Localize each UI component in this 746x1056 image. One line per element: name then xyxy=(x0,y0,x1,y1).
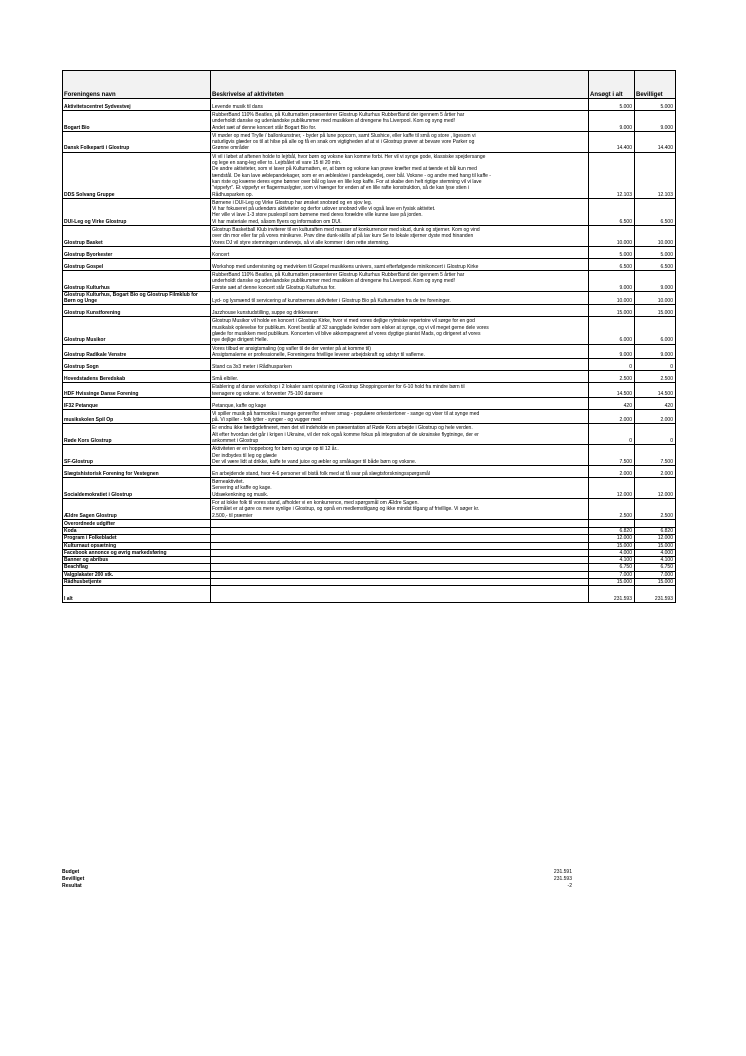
granted-amount: 10.000 xyxy=(635,226,676,247)
applied-amount: 15.000 xyxy=(589,305,635,317)
table-row xyxy=(63,291,676,305)
granted-amount: 14.500 xyxy=(635,383,676,398)
granted-amount: 5.000 xyxy=(635,246,676,258)
activity-description xyxy=(211,383,589,398)
table-row xyxy=(63,152,676,198)
table-row xyxy=(63,424,676,445)
table-row xyxy=(63,371,676,383)
description-line: Vi har fokuseret på udendørs aktiviteter og derfor udover snobrød ville vi også lave en fysisk aktivitet. xyxy=(212,206,436,213)
granted-amount: 10.000 xyxy=(635,291,676,305)
applied-amount: 2.000 xyxy=(589,409,635,424)
description-line: "vippefyr". Et vippefyr er flagermuslygter, som vi hænger for enden af en lille rafte konstruktion, så de kan lyse stien i xyxy=(212,185,470,192)
description-line: De andre aktiviteter, som vi laver på Kulturnatten, er, at børn og voksne kan prøve kræfter med at tænde et bål kun med xyxy=(212,166,477,173)
table-row xyxy=(63,305,676,317)
overhead-applied: 4.000 xyxy=(589,549,635,556)
empty-cell xyxy=(211,535,589,542)
summary-result-label: Resultat xyxy=(62,882,82,889)
applied-amount: 9.000 xyxy=(589,270,635,291)
table-row xyxy=(63,226,676,247)
association-name: Slægtshistorisk Forening for Vestegnen xyxy=(63,466,211,478)
header-applied-total: Ansøgt i alt xyxy=(589,71,635,99)
applied-amount: 12.000 xyxy=(589,478,635,499)
description-line: Workshop med undervisning og medvirken til Gospel musikkens univers, samt efterfølgende minikoncert i Glostrup Kirke xyxy=(212,263,479,270)
activity-description xyxy=(211,226,589,247)
granted-amount: 2.500 xyxy=(635,499,676,520)
overhead-item-name: Rådhusbetjente xyxy=(63,579,211,586)
description-line: Stand ca 3x3 meter i Rådhusparken xyxy=(212,363,292,370)
overhead-item-name: Koda xyxy=(63,527,211,534)
summary-budget-row xyxy=(62,869,572,876)
activity-description xyxy=(211,359,589,371)
activity-description xyxy=(211,344,589,359)
granted-amount: 12.103 xyxy=(635,152,676,198)
description-line: En arbejdende stand, hvor 4-6 personer vil bistå folk med at få svar på slægtsforskningsspørgsmål xyxy=(212,470,430,477)
description-line: Vi spiller musik på harmonika i mange genrer/for enhver smag - populære orkestertoner - sange og viser til at synge med xyxy=(212,410,480,417)
description-line: Petanque, kaffe og kage xyxy=(212,402,267,409)
overhead-item-name: Kulturnaut opsætning xyxy=(63,542,211,549)
table-row xyxy=(63,270,676,291)
applied-amount: 0 xyxy=(589,424,635,445)
association-name: Glostrup Basket xyxy=(63,226,211,247)
description-line: teenagere og voksne. vi forventer 75-100 dansere xyxy=(212,390,323,397)
applied-amount: 9.000 xyxy=(589,344,635,359)
applied-amount: 5.000 xyxy=(589,99,635,111)
activity-description xyxy=(211,99,589,111)
description-line: Børneaktivitet. xyxy=(212,479,244,486)
summary-budget-label: Budget xyxy=(62,869,80,875)
table-row xyxy=(63,198,676,225)
overhead-row xyxy=(63,557,676,564)
granted-amount: 2.000 xyxy=(635,466,676,478)
overhead-granted: 7.000 xyxy=(635,571,676,578)
description-line: Vores DJ vil styre stemningen undervejs, så vi alle kommer i den rette stemning. xyxy=(212,239,390,246)
association-name: HDF Hvissinge Danse Forening xyxy=(63,383,211,398)
total-applied: 231.593 xyxy=(589,586,635,603)
applied-amount: 0 xyxy=(589,359,635,371)
association-name: Hovedstadens Beredskab xyxy=(63,371,211,383)
activity-description xyxy=(211,291,589,305)
overhead-applied: 4.100 xyxy=(589,557,635,564)
description-line: Etablering af danse workshop i 2 lokaler samt opvisning i Glostrup Shoppingcenter for 6-10 hold fra mindre børn til xyxy=(212,384,465,391)
applied-amount: 10.000 xyxy=(589,291,635,305)
granted-amount: 6.500 xyxy=(635,258,676,270)
overhead-row xyxy=(63,542,676,549)
overhead-granted: 4.000 xyxy=(635,549,676,556)
granted-amount: 9.000 xyxy=(635,344,676,359)
overhead-row xyxy=(63,579,676,586)
description-line: 2.500,- til præmier xyxy=(212,512,253,519)
empty-cell xyxy=(589,519,635,527)
description-line: Aktiviteten er en hoppeborg for børn og unge op til 12 år.. xyxy=(212,446,339,453)
description-line: Glostrup Musikor vil holde en koncert i Glostrup Kirke, hvor vi med vores dejlige rytmiske repertoire vil sørge for en god xyxy=(212,318,475,325)
empty-cell xyxy=(211,579,589,586)
overhead-applied: 15.000 xyxy=(589,542,635,549)
association-name: DUI-Leg og Virke Glostrup xyxy=(63,198,211,225)
description-line: Vi vil i løbet af aftenen holde to lejrbål, hvor børn og voksne kan komme forbi. Her vil vi synge gode, klassiske spejdersange xyxy=(212,153,486,160)
total-row xyxy=(63,586,676,603)
description-line: Glostrup Basketball Klub inviterer til en kulturaften med masser af konkurrencer med skud, dunk og stjerner. Kom og vind xyxy=(212,227,480,234)
granted-amount: 15.000 xyxy=(635,305,676,317)
description-line: Udsækenkning og musik. xyxy=(212,491,269,498)
empty-cell xyxy=(211,519,589,527)
table-header-row xyxy=(63,71,676,99)
summary-granted-label: Bevilliget xyxy=(62,875,85,882)
table-row xyxy=(63,466,676,478)
applied-amount: 12.103 xyxy=(589,152,635,198)
applied-amount: 5.000 xyxy=(589,246,635,258)
empty-cell xyxy=(211,557,589,564)
table-row xyxy=(63,131,676,152)
description-line: ankommet i Glostrup xyxy=(212,438,259,444)
activity-description xyxy=(211,317,589,344)
overhead-granted: 4.100 xyxy=(635,557,676,564)
table-row xyxy=(63,246,676,258)
description-line: på. Vi spiller - folk lytter - synger - og vugger med xyxy=(212,417,321,424)
description-line: Vi møder op med Trylle / ballonkunstner, - byder på lune popcorn, samt Slushice, eller kaffe til små og store , ligesom vi xyxy=(212,132,476,139)
table-row xyxy=(63,397,676,409)
association-name: Glostrup Byorkester xyxy=(63,246,211,258)
overhead-granted: 6.820 xyxy=(635,527,676,534)
granted-amount: 6.000 xyxy=(635,317,676,344)
description-line: Andet sæt af denne koncert står Bogart Bio for. xyxy=(212,124,317,131)
empty-cell xyxy=(635,519,676,527)
association-name: Glostrup Kulturhus xyxy=(63,270,211,291)
description-line: Servering af kaffe og kage. xyxy=(212,485,272,492)
description-line: over din mor eller far på vores minikurve. Prøv dine dunk-skills af på lav kurv Se to lokale stjerner dyste mod hinanden xyxy=(212,233,474,240)
overhead-granted: 6.750 xyxy=(635,564,676,571)
overhead-row xyxy=(63,527,676,534)
description-line: RubberBand 110% Beatles, på Kulturnatten præsenterer Glostrup Kulturhus RubberBand der igennem 5 årtier har xyxy=(212,112,465,118)
empty-cell xyxy=(211,586,589,603)
activity-description xyxy=(211,397,589,409)
table-row xyxy=(63,383,676,398)
total-granted: 231.593 xyxy=(635,586,676,603)
empty-cell xyxy=(211,549,589,556)
header-activity-description: Beskrivelse af aktiviteten xyxy=(211,71,589,99)
description-line: For at lokke folk til vores stand, afholder vi en konkurrence, med spørgsmål om Ældre Sagen. xyxy=(212,500,419,507)
grant-table xyxy=(62,70,676,603)
association-name: Ældre Sagen Glostrup xyxy=(63,499,211,520)
activity-description xyxy=(211,445,589,466)
overhead-item-name: Banner og abribus xyxy=(63,557,211,564)
table-row xyxy=(63,258,676,270)
association-name: Aktivitetscentret Sydvestvej xyxy=(63,99,211,111)
applied-amount: 6.000 xyxy=(589,317,635,344)
association-name: Socialdemokratiet i Glostrup xyxy=(63,478,211,499)
applied-amount: 6.500 xyxy=(589,258,635,270)
description-line: Ansigtsmalerne er professionelle, Foreningens frivillige leverer arbejdskraft og udstyr til vaflerne. xyxy=(212,351,425,358)
granted-amount: 14.400 xyxy=(635,131,676,152)
description-line: Første sæt af denne koncert står Glostrup Kulturhus for. xyxy=(212,284,336,291)
granted-amount: 2.000 xyxy=(635,409,676,424)
overhead-item-name: Program i Folkebladet xyxy=(63,535,211,542)
association-name: Glostrup Kunstforening xyxy=(63,305,211,317)
description-line: Vores tilbud er ansigtsmaling (og vafler til de der venter på at komme til) xyxy=(212,345,371,352)
association-name: Glostrup Radikale Venstre xyxy=(63,344,211,359)
summary-granted-value: 231.593 xyxy=(553,875,572,882)
description-line: Rådhusparken op. xyxy=(212,191,253,198)
table-row xyxy=(63,344,676,359)
total-label: I alt xyxy=(63,586,211,603)
applied-amount: 10.000 xyxy=(589,226,635,247)
activity-description xyxy=(211,131,589,152)
description-line: Lyd- og lysmænd til servicering af kunstnernes aktiviteter i Glostrup Bio på Kulturnatten fra de tre foreninger. xyxy=(212,298,451,305)
activity-description xyxy=(211,478,589,499)
applied-amount: 14.500 xyxy=(589,383,635,398)
overhead-granted: 15.000 xyxy=(635,579,676,586)
table-row xyxy=(63,409,676,424)
header-granted: Bevilliget xyxy=(635,71,676,99)
description-line: Formålet er at gøre os mere synlige i Glostrup, og opnå en medlemstilgang og ikke mindst tilgang af frivillige. Vi søger kr. xyxy=(212,506,480,513)
association-name: Bogart Bio xyxy=(63,111,211,132)
description-line: Der indbydes til leg og glæde xyxy=(212,452,277,459)
applied-amount: 2.500 xyxy=(589,371,635,383)
overhead-applied: 12.000 xyxy=(589,535,635,542)
activity-description xyxy=(211,499,589,520)
granted-amount: 9.000 xyxy=(635,111,676,132)
overhead-applied: 6.820 xyxy=(589,527,635,534)
overhead-section-title: Overordnede udgifter xyxy=(63,519,211,527)
association-name: Dansk Folkeparti i Glostrup xyxy=(63,131,211,152)
description-line: Er endnu ikke færdigdefineret, men det vil indeholde en præsentation af Røde Kors arbejde i Glostrup og hele verden. xyxy=(212,425,473,432)
granted-amount: 5.000 xyxy=(635,99,676,111)
granted-amount: 0 xyxy=(635,359,676,371)
overhead-applied: 6.750 xyxy=(589,564,635,571)
description-line: Her ville vi lave 1-3 store puslespil som børnene med deres forældre ville kunne lave på jorden. xyxy=(212,212,423,219)
description-line: Levende musik til dans xyxy=(212,103,263,110)
empty-cell xyxy=(211,542,589,549)
applied-amount: 7.500 xyxy=(589,445,635,466)
activity-description xyxy=(211,270,589,291)
table-row xyxy=(63,111,676,132)
activity-grant-sheet xyxy=(62,70,675,603)
header-association-name: Foreningens navn xyxy=(63,71,211,99)
empty-cell xyxy=(211,527,589,534)
description-line: glæde for musikken med publikum. Koncerten vil blive akkompagneret af vores dygtige pianist Mads, og dirigeret af vores xyxy=(212,331,481,338)
activity-description xyxy=(211,198,589,225)
description-line: underholdt danske og udenlandske publikummer med musikken af drengene fra Liverpool. Kom og syng med! xyxy=(212,118,455,125)
activity-description xyxy=(211,152,589,198)
description-line: RubberBand 110% Beatles, på Kulturnatten præsenterer Glostrup Kulturhus RubberBand der igennem 5 årtier har xyxy=(212,271,465,278)
table-row xyxy=(63,445,676,466)
activity-description xyxy=(211,111,589,132)
description-line: Koncert xyxy=(212,251,230,258)
overhead-granted: 15.000 xyxy=(635,542,676,549)
overhead-granted: 12.000 xyxy=(635,535,676,542)
granted-amount: 6.500 xyxy=(635,198,676,225)
description-line: tændstål. De kan lave æblepandekager, som er en æbleskive i pandekagedej, over bål. Voksne - og andre med hang til kaffe - xyxy=(212,172,491,179)
association-name: IF32 Petanque xyxy=(63,397,211,409)
overhead-item-name: Valgplakater 200 stk. xyxy=(63,571,211,578)
activity-description xyxy=(211,424,589,445)
table-row xyxy=(63,359,676,371)
activity-description xyxy=(211,246,589,258)
table-row xyxy=(63,99,676,111)
applied-amount: 6.500 xyxy=(589,198,635,225)
summary-result-row xyxy=(62,883,572,890)
association-name: Røde Kors Glostrup xyxy=(63,424,211,445)
applied-amount: 2.500 xyxy=(589,499,635,520)
association-name: musikskolen Spil Op xyxy=(63,409,211,424)
activity-description xyxy=(211,371,589,383)
overhead-item-name: Beachflag xyxy=(63,564,211,571)
overhead-row xyxy=(63,564,676,571)
activity-description xyxy=(211,258,589,270)
description-line: nye dejlige dirigent Helle. xyxy=(212,337,268,344)
table-row xyxy=(63,478,676,499)
association-name: Glostrup Musikor xyxy=(63,317,211,344)
budget-summary xyxy=(62,869,572,889)
granted-amount: 12.000 xyxy=(635,478,676,499)
applied-amount: 420 xyxy=(589,397,635,409)
granted-amount: 2.500 xyxy=(635,371,676,383)
description-line: Alt efter hvordan det går i krigen i Ukraine, vil der nok også komme fokus på integration af de ukrainske flygtninge, der er xyxy=(212,431,479,438)
description-line: kan riste og kværne deres egne bønner over bål og lave en lille kop kaffe. For at skabe den helt rigtige stemning vil vi lave xyxy=(212,178,482,185)
empty-cell xyxy=(211,571,589,578)
applied-amount: 2.000 xyxy=(589,466,635,478)
association-name: Glostrup Gospel xyxy=(63,258,211,270)
overhead-section-row xyxy=(63,519,676,527)
overhead-applied: 7.000 xyxy=(589,571,635,578)
activity-description xyxy=(211,409,589,424)
activity-description xyxy=(211,305,589,317)
granted-amount: 420 xyxy=(635,397,676,409)
summary-result-value: -2 xyxy=(567,882,572,889)
overhead-row xyxy=(63,549,676,556)
activity-description xyxy=(211,466,589,478)
description-line: musikalsk oplevelse for publikum. Koret består af 32 sangglade kvinder som elsker at synge, og vi vil meget gerne dele vores xyxy=(212,324,489,331)
granted-amount: 0 xyxy=(635,424,676,445)
applied-amount: 9.000 xyxy=(589,111,635,132)
overhead-row xyxy=(63,571,676,578)
description-line: Vi har materiale med, såsom flyers og information om DUI. xyxy=(212,218,342,225)
overhead-item-name: Facebook annonce og øvrig markedsføring xyxy=(63,549,211,556)
description-line: underholdt danske og udenlandske publikummer med musikken af drengene fra Liverpool. Kom og syng med! xyxy=(212,278,455,285)
table-row xyxy=(63,317,676,344)
association-name: Glostrup Kulturhus, Bogart Bio og Glostrup Filmklub for Børn og Unge xyxy=(63,291,211,305)
table-row xyxy=(63,499,676,520)
description-line: naturligvis glæder os til at hilse på alle og få en snak om vigtigheden af at vi i Glostrup prøver at bevare vore Parker og xyxy=(212,139,475,146)
empty-cell xyxy=(211,564,589,571)
applied-amount: 14.400 xyxy=(589,131,635,152)
association-name: Glostrup Sogn xyxy=(63,359,211,371)
description-line: Grønne områder xyxy=(212,145,249,152)
granted-amount: 7.500 xyxy=(635,445,676,466)
description-line: Jazzhouse kunstudstilling, suppe og drikkevarer xyxy=(212,310,319,317)
overhead-row xyxy=(63,535,676,542)
summary-budget-value: 231.591 xyxy=(553,869,572,875)
description-line: Små elbiler. xyxy=(212,375,239,382)
description-line: Der vil være lidt at drikke, kaffe te vand juice og æbler og småkager til både børn og voksne. xyxy=(212,458,417,465)
summary-granted-row xyxy=(62,876,572,883)
association-name: SF-Glostrup xyxy=(63,445,211,466)
overhead-applied: 15.000 xyxy=(589,579,635,586)
association-name: DDS Solvang Gruppe xyxy=(63,152,211,198)
granted-amount: 9.000 xyxy=(635,270,676,291)
description-line: Børnene i DUI-Leg og Virke Glostrup har ønsket snobrød og en sjov leg. xyxy=(212,199,372,206)
description-line: og lege en sang-leg eller to. Lejrbålet vil vare 15 til 20 min. xyxy=(212,160,342,167)
